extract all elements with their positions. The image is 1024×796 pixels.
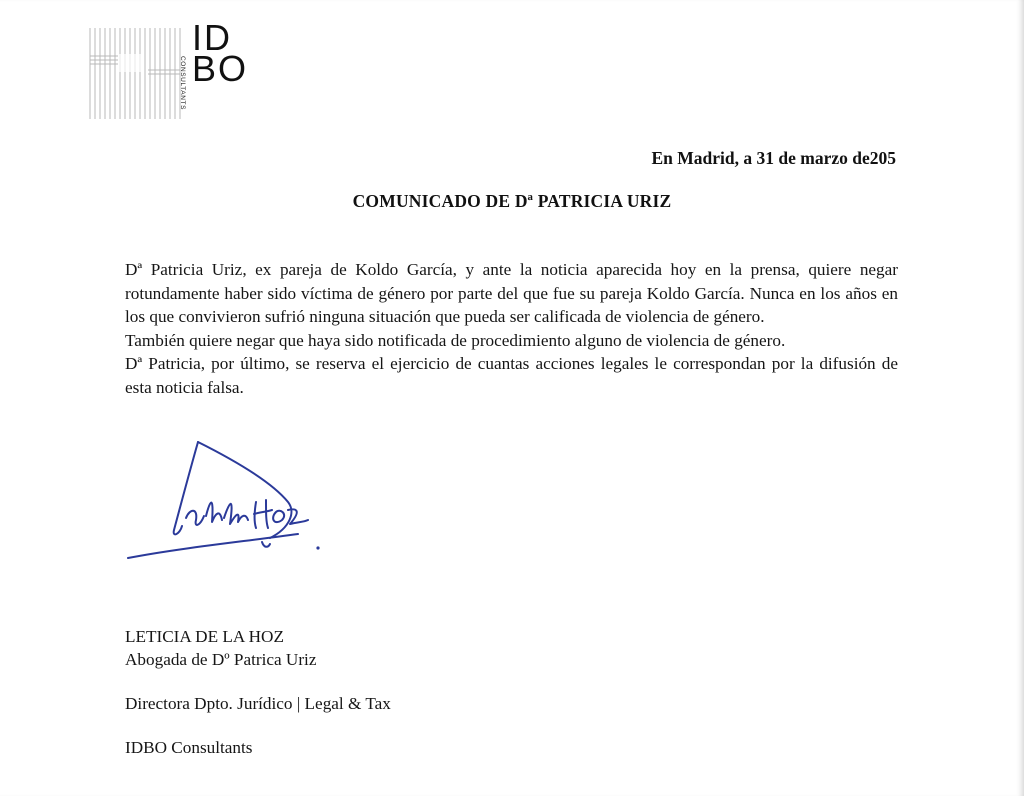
signatory-block (125, 625, 391, 759)
logo-letters-id: ID (192, 17, 232, 58)
paragraph: Dª Patricia Uriz, ex pareja de Koldo García, y ante la noticia aparecida hoy en la prensa, quiere negar rotundamente haber sido víctima de género por parte del que fue su pareja Koldo García. Nunca en los años en los que convivieron sufrió ninguna situación que pueda ser calificada de violencia de género. (125, 260, 898, 326)
letter-body (125, 258, 898, 399)
logo-wordmark (192, 17, 249, 89)
signatory-name: LETICIA DE LA HOZ (125, 627, 284, 646)
document-title: COMUNICADO DE Dª PATRICIA URIZ (352, 191, 672, 211)
handwritten-signature (120, 430, 340, 580)
signatory-company: IDBO Consultants (125, 738, 253, 757)
logo-grid-mark (88, 26, 188, 121)
signatory-role: Abogada de Dº Patrica Uriz (125, 650, 317, 669)
logo-letters-bo: BO (192, 48, 249, 89)
paragraph: También quiere negar que haya sido notificada de procedimiento alguno de violencia de género. (125, 330, 786, 350)
logo-consultants-label: CONSULTANTS (179, 56, 186, 111)
date-line: En Madrid, a 31 de marzo de205 (651, 148, 896, 168)
paragraph: Dª Patricia, por último, se reserva el ejercicio de cuantas acciones legales le correspondan por la difusión de esta noticia falsa. (125, 354, 898, 397)
idbo-logo (88, 17, 278, 121)
signatory-position: Directora Dpto. Jurídico | Legal & Tax (125, 694, 391, 713)
